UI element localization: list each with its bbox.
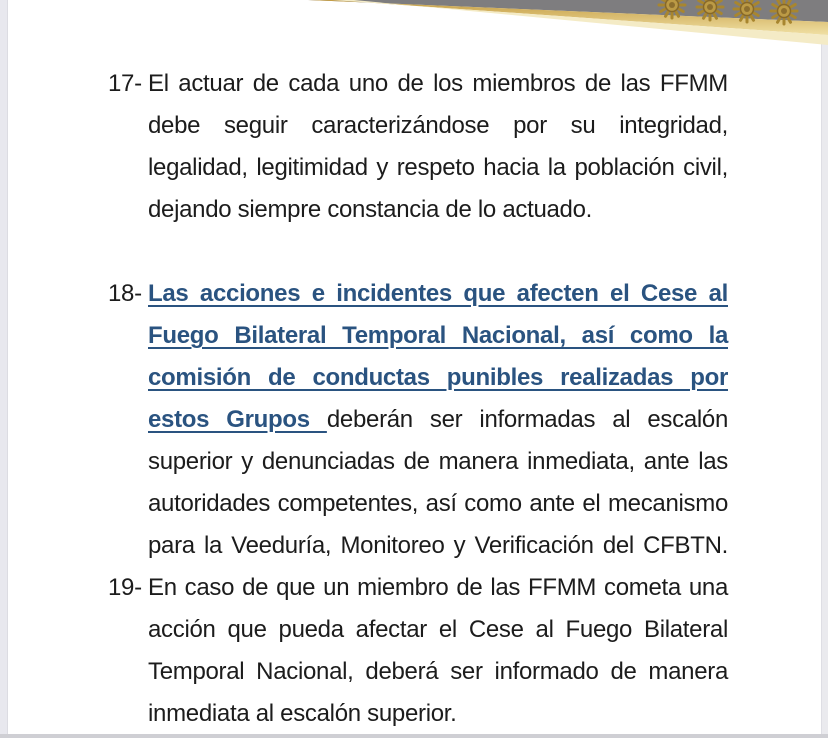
- text-line: [108, 567, 728, 609]
- text-run: En caso de que un miembro de las FFMM cometa una: [148, 574, 728, 601]
- emphasized-text-run: estos Grupos: [148, 406, 327, 433]
- document-text-block: [108, 63, 728, 735]
- text-line: [148, 483, 728, 525]
- text-run: autoridades competentes, así como ante el mecanismo: [148, 490, 728, 517]
- paragraph-19: [108, 567, 728, 735]
- text-run: legalidad, legitimidad y respeto hacia la población civil,: [148, 154, 728, 181]
- paragraph-18: [108, 273, 728, 567]
- page-edge-right: [821, 34, 828, 738]
- text-run: acción que pueda afectar el Cese al Fuego Bilateral: [148, 616, 728, 643]
- list-number-18: 18-: [108, 280, 142, 307]
- text-line: [148, 693, 728, 735]
- text-line: [148, 441, 728, 483]
- text-run: para la Veeduría, Monitoreo y Verificación del CFBTN.: [148, 532, 728, 559]
- text-run: dejando siempre constancia de lo actuado.: [148, 196, 593, 223]
- text-line: [148, 189, 728, 231]
- text-run: inmediata al escalón superior.: [148, 700, 457, 727]
- text-line: [148, 147, 728, 189]
- page-edge-left: [0, 0, 8, 738]
- text-line: [148, 315, 728, 357]
- text-line: [148, 525, 728, 567]
- text-line: [148, 357, 728, 399]
- text-line: [108, 63, 728, 105]
- emphasized-text-run: comisión de conductas punibles realizadas por: [148, 364, 728, 391]
- emphasized-text-run: Las acciones e incidentes que afecten el Cese al: [148, 280, 728, 307]
- text-line: [148, 609, 728, 651]
- list-number-19: 19-: [108, 574, 142, 601]
- text-run: superior y denunciadas de manera inmediata, ante las: [148, 448, 728, 475]
- text-run: debe seguir caracterizándose por su integridad,: [148, 112, 728, 139]
- list-number-17: 17-: [108, 70, 142, 97]
- text-run: deberán ser informadas al escalón: [326, 406, 728, 433]
- text-line: [148, 399, 728, 441]
- text-run: Temporal Nacional, deberá ser informado de manera: [148, 658, 728, 685]
- text-run: El actuar de cada uno de los miembros de las FFMM: [148, 70, 728, 97]
- letterhead-banner: [0, 0, 828, 52]
- text-line: [148, 105, 728, 147]
- paragraph-17: [108, 63, 728, 231]
- text-line: [108, 273, 728, 315]
- emphasized-text-run: Fuego Bilateral Temporal Nacional, así como la: [148, 322, 728, 349]
- text-line: [148, 651, 728, 693]
